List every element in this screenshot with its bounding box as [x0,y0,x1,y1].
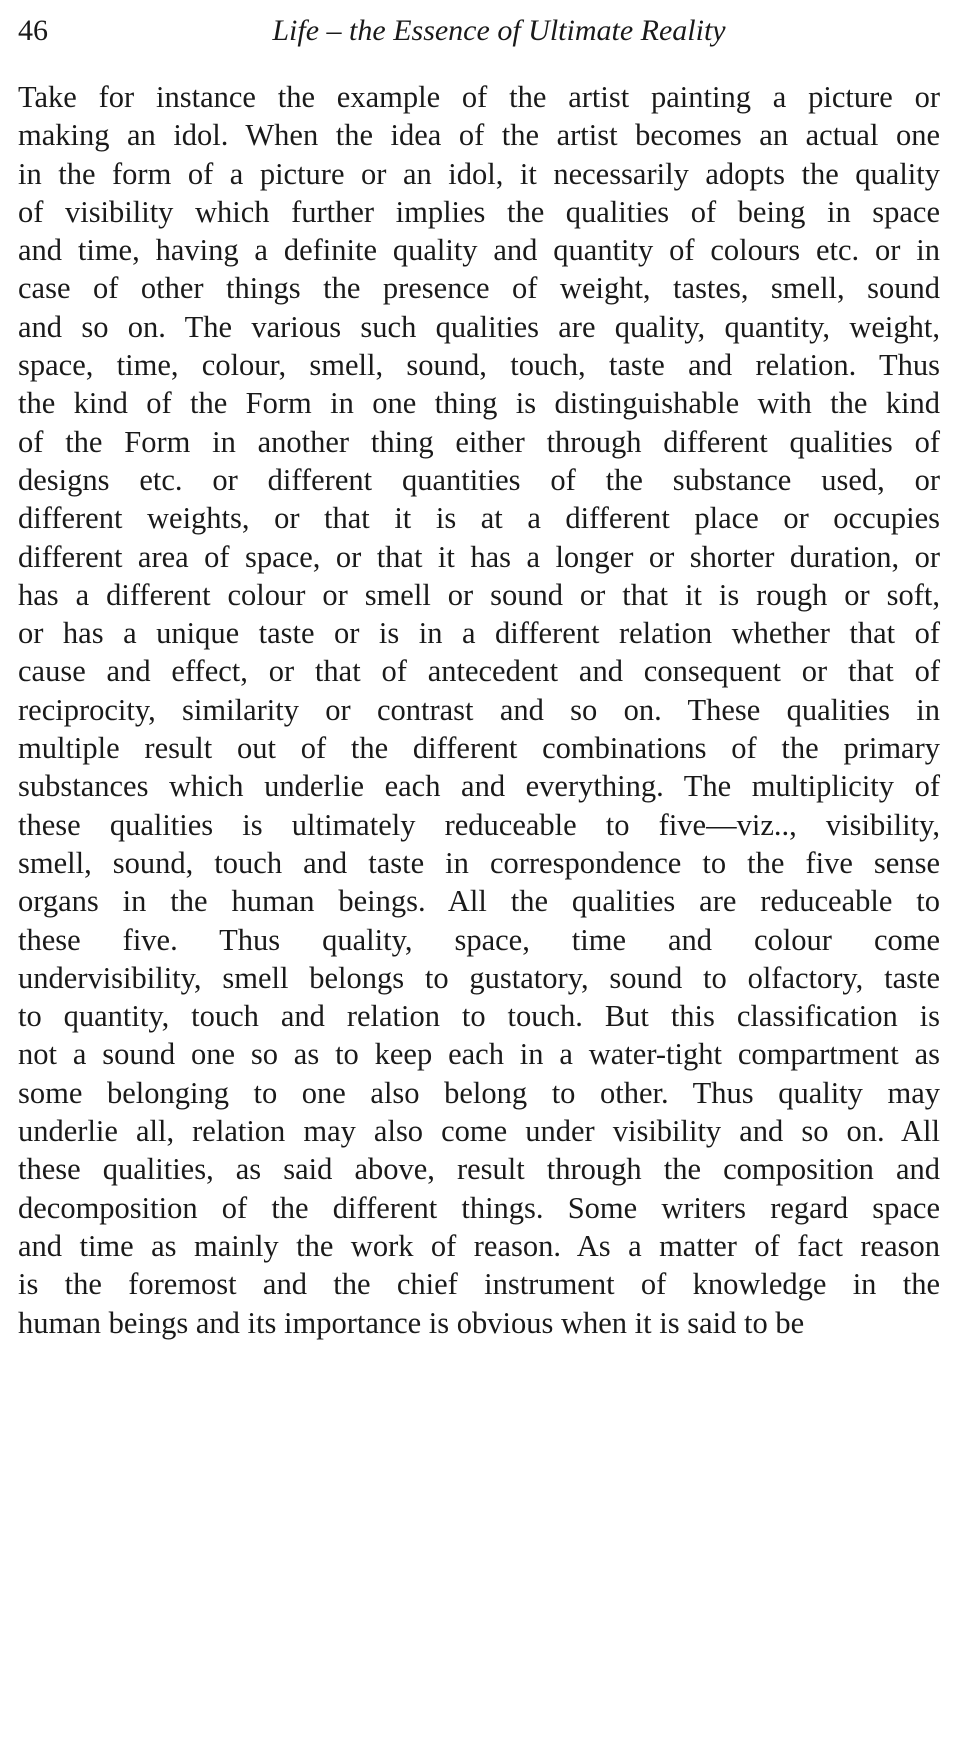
text-line: case of other things the presence of weight, tastes, smell, sound [18,271,940,306]
text-line: decomposition of the different things. Some writers regard space [18,1190,940,1225]
text-line: not a sound one so as to keep each in a water-tight compartment as [18,1037,940,1072]
text-line: and time as mainly the work of reason. As a matter of fact reason [18,1228,940,1263]
text-line: some belonging to one also belong to other. Thus quality may [18,1075,940,1110]
text-line: designs etc. or different quantities of the substance used, or [18,462,940,497]
text-line: these qualities is ultimately reduceable to five—viz.., visibility, [18,807,940,842]
text-line: making an idol. When the idea of the artist becomes an actual one [18,118,940,153]
text-line: has a different colour or smell or sound or that it is rough or soft, [18,577,940,612]
body-paragraph [18,78,940,1342]
text-line: the kind of the Form in one thing is distinguishable with the kind [18,386,940,421]
text-line: human beings and its importance is obvious when it is said to be [18,1305,805,1340]
text-line: of the Form in another thing either through different qualities of [18,424,940,459]
text-line: undervisibility, smell belongs to gustatory, sound to olfactory, taste [18,960,940,995]
text-line: these five. Thus quality, space, time and colour come [18,922,940,957]
text-line: is the foremost and the chief instrument of knowledge in the [18,1267,940,1302]
text-line: reciprocity, similarity or contrast and so on. These qualities in [18,692,940,727]
text-line: and time, having a definite quality and quantity of colours etc. or in [18,233,940,268]
text-line: substances which underlie each and everything. The multiplicity of [18,769,940,804]
text-line: space, time, colour, smell, sound, touch, taste and relation. Thus [18,348,940,383]
text-line: underlie all, relation may also come under visibility and so on. All [18,1114,940,1149]
text-line: in the form of a picture or an idol, it necessarily adopts the quality [18,156,940,191]
text-line: different weights, or that it is at a different place or occupies [18,501,940,536]
text-line: to quantity, touch and relation to touch. But this classification is [18,999,940,1034]
text-line: different area of space, or that it has a longer or shorter duration, or [18,539,940,574]
book-title: Life – the Essence of Ultimate Reality [272,14,726,47]
text-line: cause and effect, or that of antecedent and consequent or that of [18,654,940,689]
text-line: or has a unique taste or is in a different relation whether that of [18,616,940,651]
text-line: of visibility which further implies the qualities of being in space [18,194,940,229]
running-head [18,10,940,52]
text-line: these qualities, as said above, result through the composition and [18,1152,940,1187]
text-line: organs in the human beings. All the qualities are reduceable to [18,884,940,919]
text-line: and so on. The various such qualities are quality, quantity, weight, [18,309,940,344]
page-number: 46 [18,14,48,47]
text-line: smell, sound, touch and taste in correspondence to the five sense [18,845,940,880]
text-line: Take for instance the example of the artist painting a picture or [18,80,940,114]
text-line: multiple result out of the different combinations of the primary [18,731,940,766]
